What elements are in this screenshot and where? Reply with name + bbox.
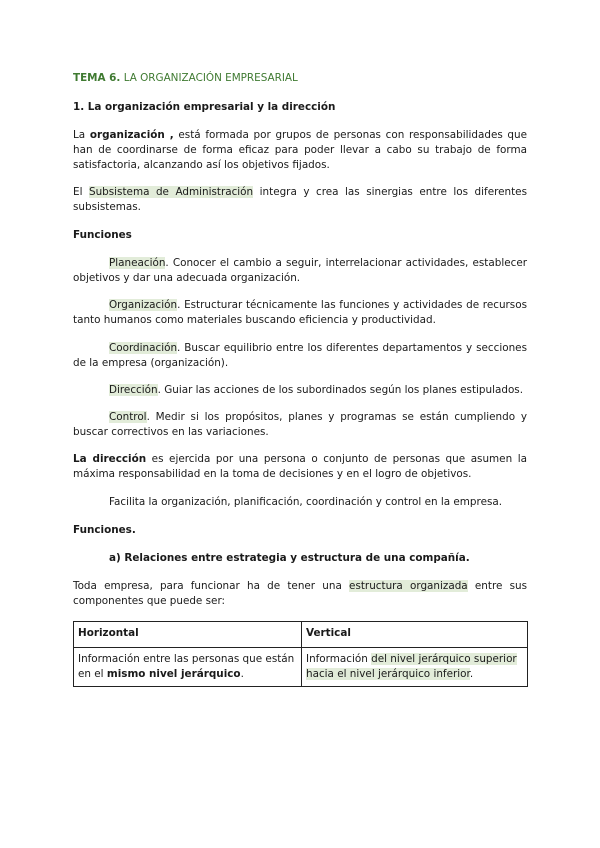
subsistema-paragraph: El Subsistema de Administración integra y crea las sinergias entre los diferentes subsistemas. xyxy=(73,186,527,213)
topic-name: LA ORGANIZACIÓN EMPRESARIAL xyxy=(123,72,298,84)
section-heading: 1. La organización empresarial y la dirección xyxy=(73,101,336,113)
estructura-highlight: estructura organizada xyxy=(349,580,468,592)
function-coordinacion: Coordinación. Buscar equilibrio entre los diferentes departamentos y secciones de la empresa (organización). xyxy=(73,342,527,369)
funciones-heading: Funciones xyxy=(73,229,132,241)
header-horizontal: Horizontal xyxy=(74,622,302,648)
direccion-term: La dirección xyxy=(73,453,147,465)
estructura-paragraph: Toda empresa, para funcionar ha de tener una estructura organizada entre sus componentes que puede ser: xyxy=(73,580,528,607)
topic-label: TEMA 6. xyxy=(73,72,121,84)
function-control: Control. Medir si los propósitos, planes y programas se están cumpliendo y buscar correctivos en las variaciones. xyxy=(73,411,527,438)
function-planeacion: Planeación. Conocer el cambio a seguir, interrelacionar actividades, establecer objetivos y dar una adecuada organización. xyxy=(73,257,527,284)
facilita-paragraph: Facilita la organización, planificación, coordinación y control en la empresa. xyxy=(109,496,503,508)
table-row xyxy=(74,648,528,687)
header-vertical: Vertical xyxy=(302,622,528,648)
function-term: Dirección xyxy=(109,384,158,396)
subsistema-highlight: Subsistema de Administración xyxy=(88,186,254,198)
organizacion-term: organización , xyxy=(89,129,174,141)
direccion-paragraph: La dirección es ejercida por una persona o conjunto de personas que asumen la máxima responsabilidad en la toma de decisiones y en el logro de objetivos. xyxy=(73,453,527,480)
function-term: Organización xyxy=(109,299,178,311)
function-term: Planeación xyxy=(109,257,166,269)
function-term: Control xyxy=(109,411,147,423)
structure-table xyxy=(73,621,528,687)
vertical-highlight: del nivel jerárquico superior hacia el nivel jerárquico inferior xyxy=(306,653,517,680)
funciones-heading-2: Funciones. xyxy=(73,524,136,536)
function-direccion: Dirección. Guiar las acciones de los subordinados según los planes estipulados. xyxy=(109,384,524,396)
cell-vertical: Información del nivel jerárquico superior hacia el nivel jerárquico inferior. xyxy=(302,648,528,687)
function-term: Coordinación xyxy=(109,342,178,354)
topic-title xyxy=(73,71,527,86)
table-header-row xyxy=(74,622,528,648)
subsection-heading: a) Relaciones entre estrategia y estructura de una compañía. xyxy=(109,552,470,564)
function-organizacion: Organización. Estructurar técnicamente las funciones y actividades de recursos tanto humanos como materiales buscando eficiencia y productividad. xyxy=(73,299,527,326)
organizacion-paragraph: La organización , está formada por grupos de personas con responsabilidades que han de coordinarse de forma eficaz para poder llevar a cabo su trabajo de forma satisfactoria, alcanzando así los objetivos fijados. xyxy=(73,129,527,171)
cell-horizontal: Información entre las personas que están en el mismo nivel jerárquico. xyxy=(74,648,302,687)
